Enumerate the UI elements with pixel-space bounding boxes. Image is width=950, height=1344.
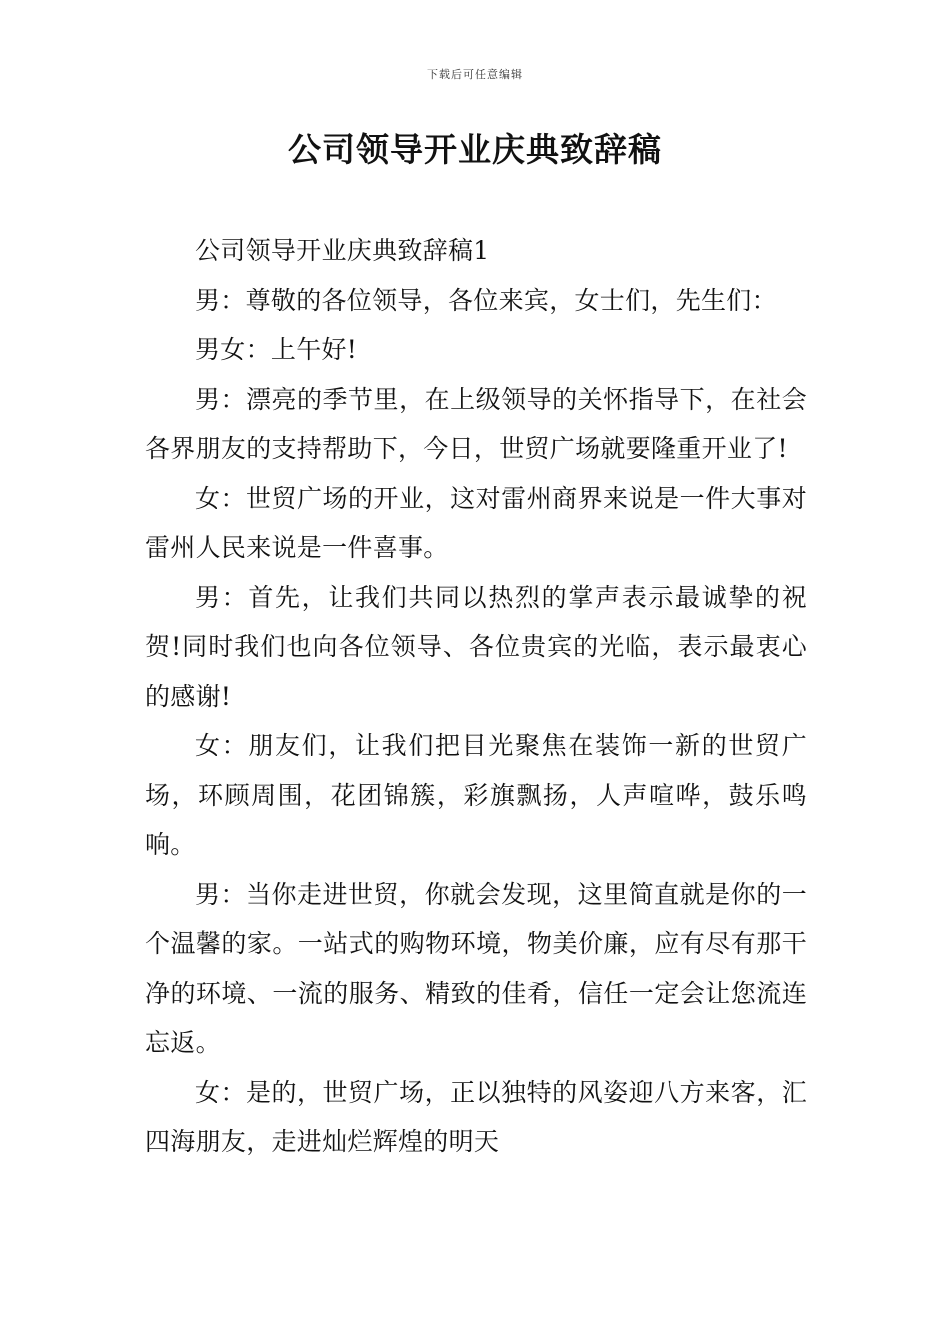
document-title: 公司领导开业庆典致辞稿: [288, 130, 662, 169]
paragraph: 男：漂亮的季节里，在上级领导的关怀指导下，在社会各界朋友的支持帮助下，今日，世贸广场就要隆重开业了!: [145, 384, 807, 463]
paragraph: 男女：上午好!: [195, 335, 358, 364]
paragraph: 公司领导开业庆典致辞稿1: [195, 236, 490, 265]
paragraph: 男：首先，让我们共同以热烈的掌声表示最诚挚的祝贺!同时我们也向各位领导、各位贵宾的光临，表示最衷心的感谢!: [145, 582, 807, 711]
document-body: [145, 226, 807, 1167]
paragraph: 女：朋友们，让我们把目光聚焦在装饰一新的世贸广场，环顾周围，花团锦簇，彩旗飘扬，人声喧哗，鼓乐鸣响。: [145, 731, 807, 859]
paragraph: 女：是的，世贸广场，正以独特的风姿迎八方来客，汇四海朋友，走进灿烂辉煌的明天: [145, 1077, 807, 1156]
paragraph: 女：世贸广场的开业，这对雷州商界来说是一件大事对雷州人民来说是一件喜事。: [145, 483, 807, 562]
header-note: 下载后可任意编辑: [427, 68, 523, 81]
paragraph: 男：尊敬的各位领导，各位来宾，女士们，先生们：: [195, 285, 777, 315]
paragraph: 男：当你走进世贸，你就会发现，这里简直就是你的一个温馨的家。一站式的购物环境，物美价廉，应有尽有那干净的环境、一流的服务、精致的佳肴，信任一定会让您流连忘返。: [145, 879, 807, 1057]
